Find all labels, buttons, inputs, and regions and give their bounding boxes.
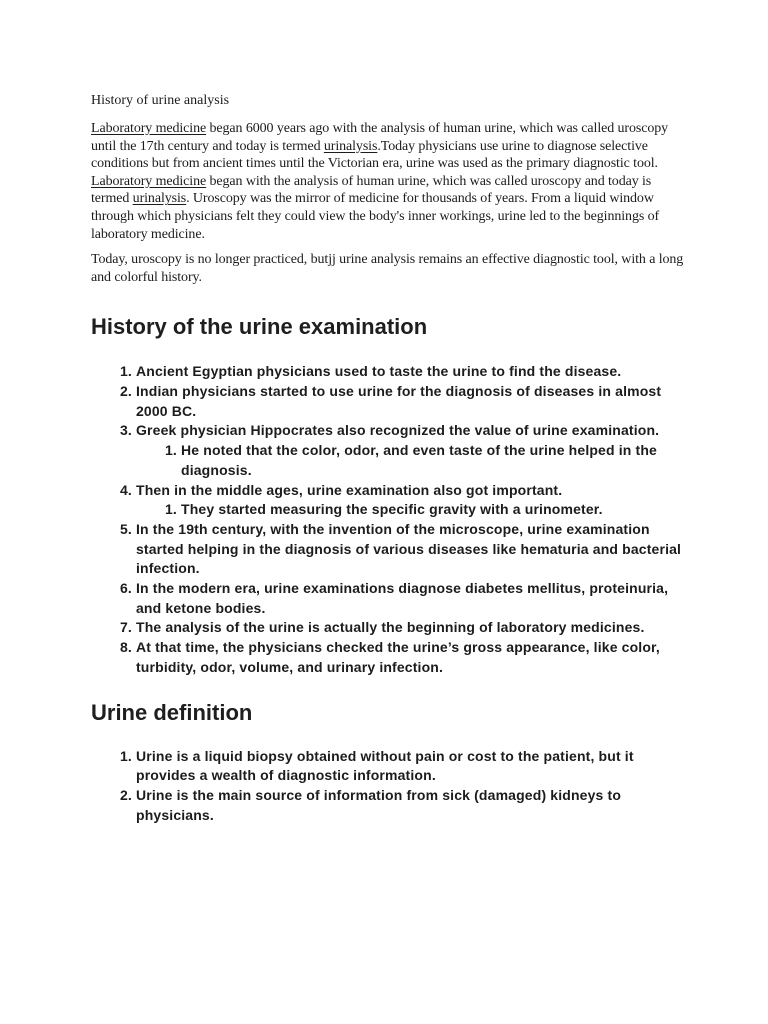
list-item: 1. Ancient Egyptian physicians used to taste the urine to find the disease.	[136, 362, 691, 382]
list-item: 7. The analysis of the urine is actually the beginning of laboratory medicines.	[136, 618, 691, 638]
document-page	[91, 92, 691, 825]
document-title: History of urine analysis	[91, 93, 230, 108]
definition-list	[91, 747, 691, 826]
urinalysis-link-1[interactable]: urinalysis	[323, 138, 378, 154]
list-item-text: Greek physician Hippocrates also recognized the value of urine examination.	[136, 422, 660, 439]
definition-section-heading: Urine definition	[91, 699, 253, 725]
laboratory-medicine-link-1[interactable]: Laboratory medicine	[91, 121, 207, 136]
intro-text-1: began 6000 years ago with the analysis of human urine, which was called uroscopy until the 17th century and today is termed	[91, 121, 669, 154]
intro-text-3: began with the analysis of human urine, which was called uroscopy and today is termed	[91, 173, 652, 207]
list-item: 5. In the 19th century, with the invention of the microscope, urine examination started helping in the diagnosis of various diseases like hematuria and bacterial infection.	[136, 520, 691, 579]
intro-text-2: .Today physicians use urine to diagnose selective conditions but from ancient times until the Victorian era, urine was used as the primary diagnostic tool.	[91, 138, 658, 172]
list-item: 8. At that time, the physicians checked the urine’s gross appearance, like color, turbidity, odor, volume, and urinary infection.	[136, 638, 691, 677]
list-item: 2. Indian physicians started to use urine for the diagnosis of diseases in almost 2000 BC.	[136, 382, 691, 421]
history-sub-list	[136, 500, 691, 520]
intro-text-4: . Uroscopy was the mirror of medicine for thousands of years. From a liquid window through which physicians felt they could view the body's inner workings, urine led to the beginnings of laboratory medicine.	[91, 191, 660, 242]
sub-list-item: 1. He noted that the color, odor, and even taste of the urine helped in the diagnosis.	[181, 441, 691, 480]
list-item	[136, 421, 691, 480]
list-item: 6. In the modern era, urine examinations diagnose diabetes mellitus, proteinuria, and ketone bodies.	[136, 579, 691, 618]
laboratory-medicine-link-2[interactable]: Laboratory medicine	[91, 173, 207, 189]
history-list	[91, 362, 691, 677]
intro-paragraph-1	[91, 120, 691, 243]
history-sub-list	[136, 441, 691, 480]
list-item	[136, 481, 691, 520]
list-item-text: Then in the middle ages, urine examination also got important.	[136, 481, 563, 498]
list-item: 2. Urine is the main source of information from sick (damaged) kidneys to physicians.	[136, 786, 691, 825]
list-item: 1. Urine is a liquid biopsy obtained without pain or cost to the patient, but it provides a wealth of diagnostic information.	[136, 747, 691, 786]
intro-paragraph-2: Today, uroscopy is no longer practiced, butjj urine analysis remains an effective diagnostic tool, with a long and colorful history.	[91, 252, 684, 285]
history-section-heading: History of the urine examination	[91, 314, 428, 340]
sub-list-item: 1. They started measuring the specific gravity with a urinometer.	[181, 500, 691, 520]
urinalysis-link-2[interactable]: urinalysis	[132, 191, 187, 207]
